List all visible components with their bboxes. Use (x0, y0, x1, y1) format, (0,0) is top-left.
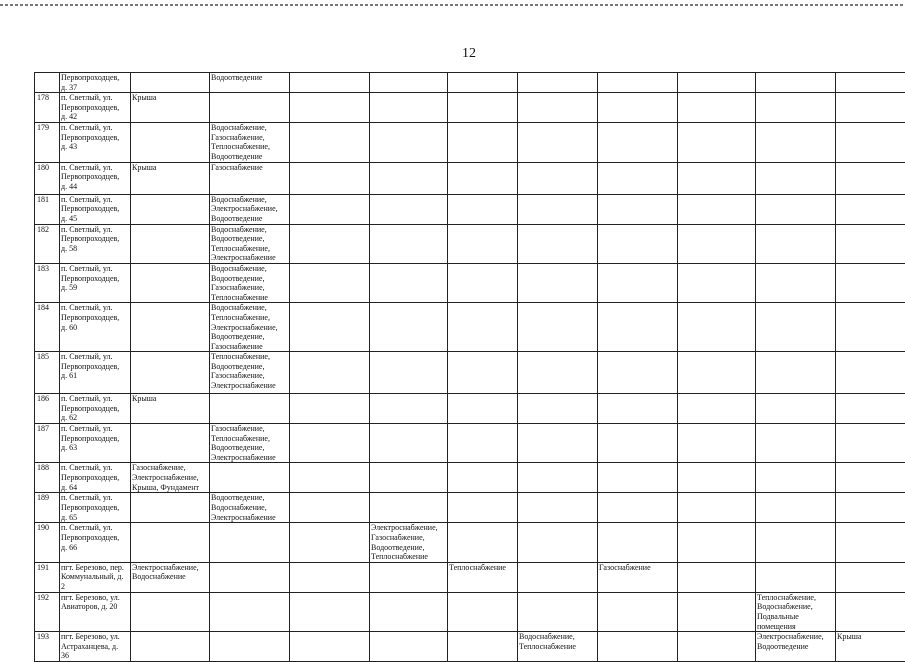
work-type-cell (598, 194, 678, 224)
work-type-cell (598, 303, 678, 352)
work-type-cell (448, 263, 518, 302)
work-type-cell (678, 162, 756, 194)
work-type-cell (678, 592, 756, 631)
address-cell: п. Светлый, ул. Первопроходцев, д. 61 (60, 352, 131, 394)
work-type-cell (518, 424, 598, 463)
work-type-cell (756, 224, 836, 263)
work-type-cell (131, 592, 210, 631)
work-type-cell (290, 194, 370, 224)
work-type-cell: Газоснабжение, Электроснабжение, Крыша, Фундамент (131, 463, 210, 493)
work-type-cell (756, 194, 836, 224)
table-row (35, 424, 905, 463)
work-type-cell (448, 123, 518, 162)
work-type-cell (131, 123, 210, 162)
work-type-cell (756, 263, 836, 302)
work-type-cell (836, 562, 905, 592)
work-type-cell (370, 303, 448, 352)
work-type-cell (290, 303, 370, 352)
work-type-cell: Крыша (131, 162, 210, 194)
work-type-cell (756, 162, 836, 194)
table-row (35, 93, 905, 123)
work-type-cell (518, 73, 598, 93)
work-type-cell (290, 263, 370, 302)
row-number-cell: 181 (35, 194, 60, 224)
address-cell: п. Светлый, ул. Первопроходцев, д. 62 (60, 394, 131, 424)
work-type-cell: Теплоснабжение (448, 562, 518, 592)
work-type-cell (448, 493, 518, 523)
work-type-cell (598, 123, 678, 162)
work-type-cell (448, 303, 518, 352)
work-type-cell (518, 352, 598, 394)
work-type-cell (131, 352, 210, 394)
row-number-cell: 189 (35, 493, 60, 523)
work-type-cell: Крыша (836, 632, 905, 662)
table-row (35, 123, 905, 162)
work-type-cell: Водоснабжение, Электроснабжение, Водоотведение (210, 194, 290, 224)
work-type-cell (290, 394, 370, 424)
work-type-cell (598, 463, 678, 493)
work-type-cell (370, 352, 448, 394)
row-number-cell: 190 (35, 523, 60, 562)
work-type-cell (448, 632, 518, 662)
address-cell: п. Светлый, ул. Первопроходцев, д. 58 (60, 224, 131, 263)
work-type-cell (598, 632, 678, 662)
row-number-cell: 192 (35, 592, 60, 631)
work-type-cell (756, 523, 836, 562)
work-type-cell (518, 463, 598, 493)
address-cell: пгт. Березово, ул. Астраханцева, д. 36 (60, 632, 131, 662)
address-cell: п. Светлый, ул. Первопроходцев, д. 60 (60, 303, 131, 352)
work-type-cell (836, 194, 905, 224)
work-type-cell (836, 523, 905, 562)
work-type-cell (518, 592, 598, 631)
work-type-cell (370, 123, 448, 162)
row-number-cell: 185 (35, 352, 60, 394)
work-type-cell (678, 194, 756, 224)
work-type-cell (448, 194, 518, 224)
work-type-cell (518, 263, 598, 302)
work-type-cell (290, 562, 370, 592)
work-type-cell (210, 592, 290, 631)
work-type-cell (290, 493, 370, 523)
work-type-cell (678, 493, 756, 523)
table-row (35, 632, 905, 662)
work-type-cell (370, 73, 448, 93)
work-type-cell (370, 463, 448, 493)
work-type-cell (836, 463, 905, 493)
work-type-cell (210, 463, 290, 493)
work-type-cell (370, 224, 448, 263)
scan-top-edge (0, 4, 905, 6)
work-type-cell (290, 463, 370, 493)
table-row (35, 303, 905, 352)
work-type-cell (756, 123, 836, 162)
work-type-cell (756, 303, 836, 352)
address-cell: пгт. Березово, ул. Авиаторов, д. 20 (60, 592, 131, 631)
work-type-cell (290, 162, 370, 194)
work-type-cell (448, 523, 518, 562)
work-type-cell (518, 93, 598, 123)
work-type-cell (290, 352, 370, 394)
work-type-cell: Крыша (131, 394, 210, 424)
work-type-cell (836, 224, 905, 263)
work-type-cell (678, 93, 756, 123)
table-row (35, 73, 905, 93)
work-type-cell (448, 394, 518, 424)
work-type-cell (598, 592, 678, 631)
work-type-cell (598, 493, 678, 523)
work-type-cell (678, 263, 756, 302)
row-number-cell: 178 (35, 93, 60, 123)
table-row (35, 523, 905, 562)
address-cell: п. Светлый, ул. Первопроходцев, д. 44 (60, 162, 131, 194)
row-number-cell: 191 (35, 562, 60, 592)
table-row (35, 162, 905, 194)
address-cell: п. Светлый, ул. Первопроходцев, д. 66 (60, 523, 131, 562)
work-type-cell (448, 463, 518, 493)
work-type-cell (518, 224, 598, 263)
work-type-cell (678, 224, 756, 263)
work-type-cell (370, 632, 448, 662)
row-number-cell: 182 (35, 224, 60, 263)
work-type-cell (131, 263, 210, 302)
work-type-cell (448, 592, 518, 631)
work-type-cell (836, 493, 905, 523)
work-type-cell (836, 394, 905, 424)
work-type-cell (448, 424, 518, 463)
row-number-cell: 183 (35, 263, 60, 302)
work-type-cell (370, 162, 448, 194)
work-type-cell (518, 523, 598, 562)
work-type-cell (131, 632, 210, 662)
address-cell: п. Светлый, ул. Первопроходцев, д. 64 (60, 463, 131, 493)
work-type-cell (448, 93, 518, 123)
work-type-cell: Крыша (131, 93, 210, 123)
table-row (35, 463, 905, 493)
work-type-cell (370, 263, 448, 302)
work-type-cell (598, 394, 678, 424)
repair-schedule-table (34, 72, 905, 662)
work-type-cell (518, 493, 598, 523)
work-type-cell (836, 162, 905, 194)
work-type-cell: Водоснабжение, Теплоснабжение (518, 632, 598, 662)
work-type-cell: Водоснабжение, Водоотведение, Теплоснабжение, Электроснабжение (210, 224, 290, 263)
work-type-cell (598, 263, 678, 302)
work-type-cell (678, 463, 756, 493)
work-type-cell: Газоснабжение (210, 162, 290, 194)
row-number-cell: 193 (35, 632, 60, 662)
table-row (35, 194, 905, 224)
work-type-cell (131, 424, 210, 463)
work-type-cell (290, 424, 370, 463)
work-type-cell (836, 592, 905, 631)
work-type-cell (836, 303, 905, 352)
work-type-cell (518, 123, 598, 162)
work-type-cell (756, 73, 836, 93)
work-type-cell (598, 352, 678, 394)
work-type-cell (756, 463, 836, 493)
work-type-cell (518, 162, 598, 194)
work-type-cell (598, 424, 678, 463)
work-type-cell (836, 424, 905, 463)
row-number-cell: 186 (35, 394, 60, 424)
work-type-cell: Электроснабжение, Газоснабжение, Водоотведение, Теплоснабжение (370, 523, 448, 562)
work-type-cell (518, 562, 598, 592)
work-type-cell (131, 303, 210, 352)
work-type-cell (370, 194, 448, 224)
work-type-cell (518, 394, 598, 424)
work-type-cell (678, 394, 756, 424)
work-type-cell: Водоотведение, Водоснабжение, Электроснабжение (210, 493, 290, 523)
work-type-cell (290, 73, 370, 93)
address-cell: п. Светлый, ул. Первопроходцев, д. 65 (60, 493, 131, 523)
work-type-cell (290, 592, 370, 631)
work-type-cell: Теплоснабжение, Водоснабжение, Подвальные помещения (756, 592, 836, 631)
work-type-cell (678, 303, 756, 352)
row-number-cell: 179 (35, 123, 60, 162)
address-cell: п. Светлый, ул. Первопроходцев, д. 59 (60, 263, 131, 302)
work-type-cell (756, 493, 836, 523)
work-type-cell (290, 123, 370, 162)
work-type-cell (210, 394, 290, 424)
work-type-cell: Водоснабжение, Газоснабжение, Теплоснабжение, Водоотведение (210, 123, 290, 162)
work-type-cell (678, 352, 756, 394)
work-type-cell (678, 632, 756, 662)
work-type-cell (448, 162, 518, 194)
address-cell: п. Светлый, ул. Первопроходцев, д. 45 (60, 194, 131, 224)
work-type-cell: Газоснабжение (598, 562, 678, 592)
work-type-cell: Водоотведение (210, 73, 290, 93)
work-type-cell (448, 352, 518, 394)
work-type-cell (836, 352, 905, 394)
work-type-cell (210, 632, 290, 662)
work-type-cell (210, 562, 290, 592)
address-cell: п. Светлый, ул. Первопроходцев, д. 63 (60, 424, 131, 463)
address-cell: п. Светлый, ул. Первопроходцев, д. 43 (60, 123, 131, 162)
table-row (35, 562, 905, 592)
work-type-cell (290, 632, 370, 662)
table-row (35, 493, 905, 523)
work-type-cell (756, 424, 836, 463)
work-type-cell (290, 523, 370, 562)
work-type-cell: Теплоснабжение, Водоотведение, Газоснабжение, Электроснабжение (210, 352, 290, 394)
work-type-cell (370, 394, 448, 424)
page-number: 12 (462, 46, 476, 62)
table-row (35, 592, 905, 631)
work-type-cell: Газоснабжение, Теплоснабжение, Водоотведение, Электроснабжение (210, 424, 290, 463)
work-type-cell (756, 93, 836, 123)
work-type-cell: Водоснабжение, Теплоснабжение, Электроснабжение, Водоотведение, Газоснабжение (210, 303, 290, 352)
work-type-cell (448, 73, 518, 93)
work-type-cell (131, 493, 210, 523)
work-type-cell (518, 194, 598, 224)
row-number-cell: 188 (35, 463, 60, 493)
work-type-cell (370, 424, 448, 463)
work-type-cell (836, 263, 905, 302)
work-type-cell (290, 224, 370, 263)
work-type-cell (131, 194, 210, 224)
row-number-cell: 180 (35, 162, 60, 194)
work-type-cell (598, 73, 678, 93)
work-type-cell (370, 562, 448, 592)
table-row (35, 224, 905, 263)
work-type-cell (131, 224, 210, 263)
work-type-cell (210, 93, 290, 123)
row-number-cell: 184 (35, 303, 60, 352)
work-type-cell (836, 73, 905, 93)
work-type-cell (756, 562, 836, 592)
work-type-cell (836, 93, 905, 123)
work-type-cell (598, 93, 678, 123)
work-type-cell (210, 523, 290, 562)
work-type-cell (678, 523, 756, 562)
address-cell: п. Светлый, ул. Первопроходцев, д. 42 (60, 93, 131, 123)
address-cell: Первопроходцев, д. 37 (60, 73, 131, 93)
work-type-cell (370, 493, 448, 523)
work-type-cell (131, 523, 210, 562)
work-type-cell (678, 123, 756, 162)
work-type-cell: Электроснабжение, Водоотведение (756, 632, 836, 662)
table-row (35, 352, 905, 394)
work-type-cell: Водоснабжение, Водоотведение, Газоснабжение, Теплоснабжение (210, 263, 290, 302)
work-type-cell (678, 424, 756, 463)
work-type-cell (678, 73, 756, 93)
work-type-cell (678, 562, 756, 592)
work-type-cell (598, 162, 678, 194)
work-type-cell (290, 93, 370, 123)
row-number-cell: 187 (35, 424, 60, 463)
work-type-cell (756, 352, 836, 394)
work-type-cell (836, 123, 905, 162)
work-type-cell: Электроснабжение, Водоснабжение (131, 562, 210, 592)
work-type-cell (370, 592, 448, 631)
work-type-cell (598, 523, 678, 562)
address-cell: пгт. Березово, пер. Коммунальный, д. 2 (60, 562, 131, 592)
work-type-cell (518, 303, 598, 352)
table-row (35, 263, 905, 302)
work-type-cell (598, 224, 678, 263)
work-type-cell (756, 394, 836, 424)
work-type-cell (131, 73, 210, 93)
work-type-cell (448, 224, 518, 263)
table-row (35, 394, 905, 424)
work-type-cell (370, 93, 448, 123)
row-number-cell (35, 73, 60, 93)
